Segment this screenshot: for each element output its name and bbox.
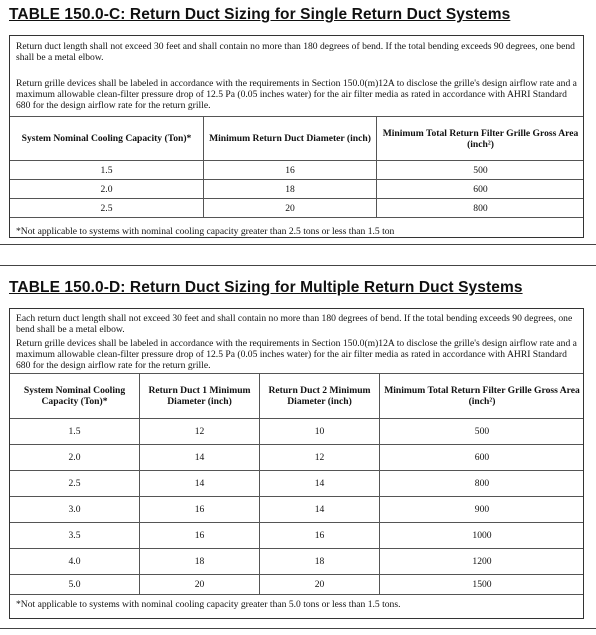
table-d-cell-capacity: 3.0: [10, 497, 140, 523]
table-d-cell-duct1: 14: [140, 471, 260, 497]
table-row: [10, 523, 585, 549]
table-d-cell-area: 1200: [380, 549, 585, 575]
table-d-cell-capacity: 3.5: [10, 523, 140, 549]
table-row: [10, 471, 585, 497]
table-row: [10, 199, 585, 218]
table-d-footnote: *Not applicable to systems with nominal cooling capacity greater than 5.0 tons or less than 1.5 tons.: [16, 599, 401, 610]
table-c-header-grille-area: Minimum Total Return Filter Grille Gross Area (inch²): [377, 117, 585, 161]
table-c-header-row: [10, 117, 585, 161]
table-c-note-grille: Return grille devices shall be labeled in accordance with the requirements in Section 150.0(m)12A to disclose the grille's design airflow rate and a maximum allowable clean-filter pressure drop of 12.5 Pa (0.05 inches water) for the air filter media as rated in accordance with AHRI Standard 680 for the design airflow rate for the return grille.: [16, 78, 577, 111]
table-c-box: [9, 35, 584, 238]
table-d-cell-duct1: 16: [140, 497, 260, 523]
table-d-header-grille-area: Minimum Total Return Filter Grille Gross Area (inch²): [380, 374, 585, 419]
table-d-note-bend: Each return duct length shall not exceed 30 feet and shall contain no more than 180 degrees of bend. If the total bending exceeds 90 degrees, one bend shall be a metal elbow.: [16, 313, 573, 335]
table-row: [10, 419, 585, 445]
table-d-cell-capacity: 2.5: [10, 471, 140, 497]
table-c-header-diameter: Minimum Return Duct Diameter (inch): [204, 117, 377, 161]
table-c-header-capacity: System Nominal Cooling Capacity (Ton)*: [10, 117, 204, 161]
section-divider: [0, 265, 596, 266]
table-d-grid: [9, 373, 584, 595]
table-row: [10, 549, 585, 575]
table-row: [10, 575, 585, 595]
table-c-cell-area: 500: [377, 161, 585, 180]
table-row: [10, 445, 585, 471]
table-d-cell-capacity: 1.5: [10, 419, 140, 445]
table-c-cell-capacity: 1.5: [10, 161, 204, 180]
table-c-cell-area: 800: [377, 199, 585, 218]
table-d-cell-area: 1000: [380, 523, 585, 549]
table-c-cell-capacity: 2.5: [10, 199, 204, 218]
table-d-cell-area: 900: [380, 497, 585, 523]
table-d-cell-duct2: 20: [260, 575, 380, 595]
table-d-cell-duct1: 16: [140, 523, 260, 549]
table-row: [10, 161, 585, 180]
table-c-cell-diameter: 18: [204, 180, 377, 199]
table-d-cell-duct1: 18: [140, 549, 260, 575]
table-c-note-bend: Return duct length shall not exceed 30 feet and shall contain no more than 180 degrees of bend. If the total bending exceeds 90 degrees, one bend shall be a metal elbow.: [16, 41, 575, 63]
table-d-title: TABLE 150.0-D: Return Duct Sizing for Multiple Return Duct Systems: [9, 279, 523, 296]
table-c-cell-area: 600: [377, 180, 585, 199]
table-d-header-duct1: Return Duct 1 Minimum Diameter (inch): [140, 374, 260, 419]
table-row: [10, 180, 585, 199]
section-divider: [0, 244, 596, 245]
table-d-cell-area: 800: [380, 471, 585, 497]
table-c-title: TABLE 150.0-C: Return Duct Sizing for Single Return Duct Systems: [9, 6, 511, 23]
table-d-cell-duct2: 16: [260, 523, 380, 549]
table-d-cell-area: 500: [380, 419, 585, 445]
table-d-cell-duct1: 20: [140, 575, 260, 595]
table-d-note-grille: Return grille devices shall be labeled in accordance with the requirements in Section 150.0(m)12A to disclose the grille's design airflow rate and a maximum allowable clean-filter pressure drop of 12.5 Pa (0.05 inches water) for the air filter media as rated in accordance with AHRI Standard 680 for the design airflow rate for the return grille.: [16, 338, 577, 371]
table-c-cell-capacity: 2.0: [10, 180, 204, 199]
table-d-cell-duct2: 10: [260, 419, 380, 445]
table-d-cell-duct2: 18: [260, 549, 380, 575]
table-d-cell-duct2: 14: [260, 497, 380, 523]
table-d-cell-duct2: 12: [260, 445, 380, 471]
table-c-footnote: *Not applicable to systems with nominal cooling capacity greater than 2.5 tons or less than 1.5 ton: [16, 226, 395, 237]
table-d-header-row: [10, 374, 585, 419]
table-c-cell-diameter: 16: [204, 161, 377, 180]
table-d-cell-capacity: 4.0: [10, 549, 140, 575]
table-c-cell-diameter: 20: [204, 199, 377, 218]
table-c-grid: [9, 116, 584, 218]
table-d-cell-duct2: 14: [260, 471, 380, 497]
table-d-box: [9, 308, 584, 619]
table-d-cell-capacity: 5.0: [10, 575, 140, 595]
table-row: [10, 497, 585, 523]
table-d-cell-duct1: 12: [140, 419, 260, 445]
table-d-cell-duct1: 14: [140, 445, 260, 471]
table-d-header-duct2: Return Duct 2 Minimum Diameter (inch): [260, 374, 380, 419]
table-d-cell-capacity: 2.0: [10, 445, 140, 471]
table-d-cell-area: 600: [380, 445, 585, 471]
table-d-header-capacity: System Nominal Cooling Capacity (Ton)*: [10, 374, 140, 419]
section-divider: [0, 628, 596, 629]
table-d-cell-area: 1500: [380, 575, 585, 595]
